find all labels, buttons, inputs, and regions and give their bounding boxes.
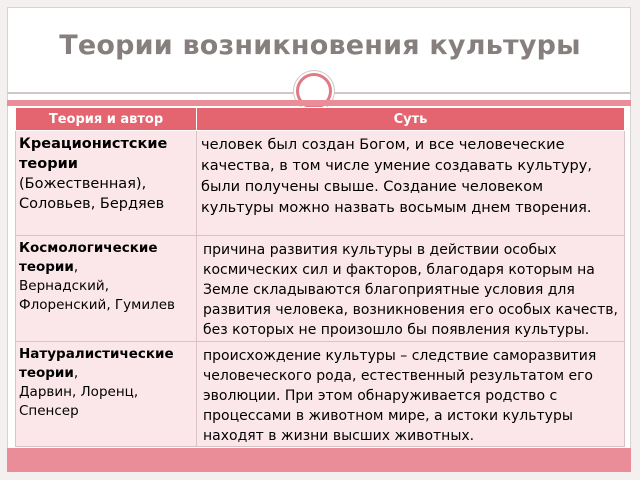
essence-cell: человек был создан Богом, и все человеческие качества, в том числе умение создавать культуру, были получены свыше. Создание человеком культуры можно назвать восьмым днем творения. [197,131,625,236]
slide-title: Теории возникновения культуры [59,30,581,61]
table-row [16,342,625,447]
essence-cell: причина развития культуры в действии особых космических сил и факторов, благодаря которым на Земле складываются благоприятные условия для развития человека, возникновения его особых качеств, без которых не произошло бы появления культуры. [197,236,625,342]
theory-name-suffix: , [73,259,79,275]
top-accent-band [7,100,631,106]
theory-authors: Дарвин, Лоренц, Спенсер [19,384,139,419]
theory-cell [16,236,197,342]
theory-name: Натуралистические теории [19,346,174,381]
column-header-essence: Суть [197,108,625,131]
theory-name: Космологические теории [19,240,158,275]
theories-table [15,107,625,447]
theory-authors: (Божественная), Соловьев, Бердяев [19,176,165,212]
table-row [16,236,625,342]
theory-name: Креационистские теории [19,136,168,172]
bottom-accent-band [7,448,631,472]
column-header-theory: Теория и автор [16,108,197,131]
theory-authors: Вернадский, Флоренский, Гумилев [19,278,175,313]
table-row [16,131,625,236]
theory-cell [16,342,197,447]
essence-cell: происхождение культуры – следствие саморазвития человеческого рода, естественный результатом его эволюции. При этом обнаруживается родство с процессами в животном мире, а истоки культуры находят в жизни высших животных. [197,342,625,447]
theory-name-suffix: , [73,365,79,381]
table-header-row [16,108,625,131]
theory-cell [16,131,197,236]
